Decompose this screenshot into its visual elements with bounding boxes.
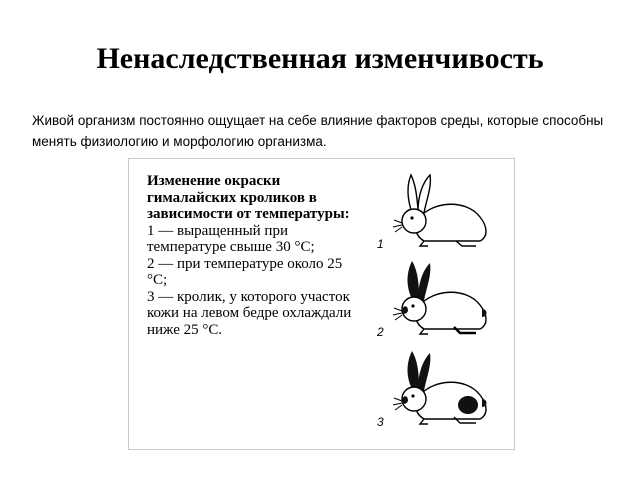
caption-item-2: 2 — при температуре около 25 °С; [147, 255, 343, 288]
dark-thigh-rabbit-icon [384, 349, 494, 429]
figure-caption [147, 173, 362, 338]
rabbit-number-2: 2 [377, 325, 384, 339]
rabbit-number-3: 3 [377, 415, 384, 429]
intro-text: Живой организм постоянно ощущает на себе влияние факторов среды, которые способны менять физиологию и морфологию организма. [32, 113, 604, 149]
figure-box [128, 158, 515, 450]
rabbit-number-1: 1 [377, 237, 384, 251]
white-rabbit-icon [384, 171, 494, 251]
caption-item-1: 1 — выращенный при температуре свыше 30 °С; [147, 222, 315, 255]
slide-title: Ненаследственная изменчивость [96, 42, 544, 75]
caption-heading: Изменение окраски гималайских кроликов в зависимости от температуры: [147, 173, 350, 222]
caption-item-3: 3 — кролик, у которого участок кожи на левом бедре охлаждали ниже 25 °С. [147, 288, 352, 338]
dark-eared-rabbit-icon [384, 259, 494, 339]
